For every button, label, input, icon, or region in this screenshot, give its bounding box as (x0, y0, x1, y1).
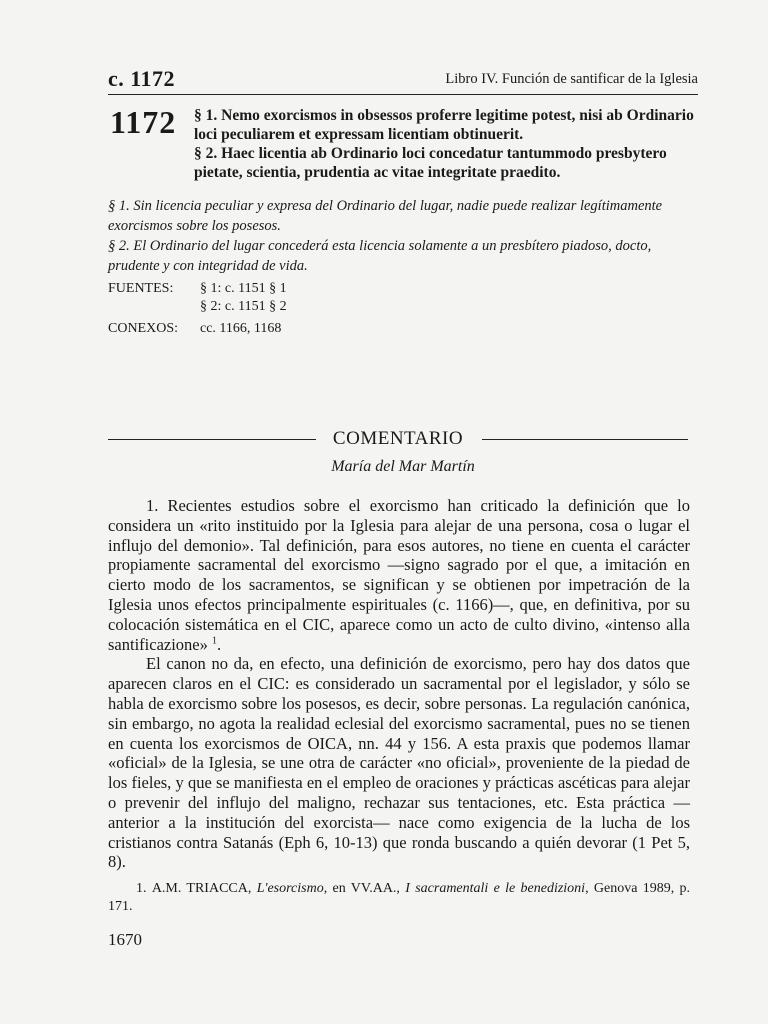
conexos-row (108, 320, 698, 338)
commentary-body (108, 496, 690, 872)
header-section-title: Libro IV. Función de santificar de la Iglesia (445, 71, 698, 87)
footnote-ref: 1 (212, 635, 217, 647)
page-number: 1670 (108, 930, 142, 949)
fuentes-value-2: § 2: c. 1151 § 2 (200, 299, 287, 314)
heading-rule-right (482, 439, 688, 440)
fuentes-values (200, 280, 287, 316)
footnote-author: A.M. TRIACCA, (151, 881, 252, 896)
fuentes-value-1: § 1: c. 1151 § 1 (200, 281, 287, 296)
translation-paragraph-1: § 1. Sin licencia peculiar y expresa del Ordinario del lugar, nadie puede realizar legítimamente exorcismos sobre los posesos. (108, 198, 663, 234)
commentary-title: COMENTARIO (332, 428, 464, 449)
canon-translation (108, 196, 698, 276)
running-header (108, 66, 698, 95)
canon-paragraph-1: § 1. Nemo exorcismos in obsessos proferre legitime potest, nisi ab Ordinario loci peculiarem et expressam licentiam obtinuerit. (194, 107, 694, 143)
header-canon-ref: c. 1172 (108, 66, 176, 91)
footnote-1 (108, 880, 690, 916)
footnote-title-1: L'esorcismo (256, 881, 324, 896)
fuentes-row (108, 280, 698, 316)
footnote-title-2: I sacramentali e le benedizioni (405, 881, 586, 896)
footnote-tail: , Genova 1989, p. 171. (108, 881, 691, 914)
fuentes-label: FUENTES: (108, 281, 174, 296)
canon-latin (194, 106, 699, 182)
commentary-paragraph-2: El canon no da, en efecto, una definición de exorcismo, pero hay dos datos que aparecen claros en el CIC: es considerado un sacramental por el legislador, y sólo se habla de exorcismo sobre los posesos, es decir, sobre personas. La regulación canónica, sin embargo, no agota la realidad eclesial del exorcismo sacramental, pues no se tienen en cuenta los exorcismos de OICA, nn. 44 y 156. A esta praxis que podemos llamar «oficial» de la Iglesia, se une otra de carácter «no oficial», proveniente de la piedad de los fieles, y que se manifiesta en el empleo de oraciones y prácticas ascéticas para alejar o prevenir del influjo del maligno, rechazar sus tentaciones, etc. Esta práctica —anterior a la institución del exorcista— nace como exigencia de la lucha de los cristianos contra Satanás (Eph 6, 10-13) que ronda buscando a quién devorar (1 Pet 5, 8). (108, 654, 690, 872)
commentary-paragraph-1: 1. Recientes estudios sobre el exorcismo han criticado la definición que lo considera un «rito instituido por la Iglesia para alejar de una persona, cosa o lugar el influjo del demonio». Tal definición, para esos autores, no tiene en cuenta el carácter propiamente sacramental del exorcismo —signo sagrado por el que, a imitación en cierto modo de los sacramentos, se significan y se obtienen por impetración de la Iglesia unos efectos principalmente espirituales (c. 1166)—, que, en definitiva, por su colocación sistemática en el CIC, aparece como un acto de culto divino, «intenso alla santificazione» $^1$. (108, 496, 690, 654)
canon-paragraph-2: § 2. Haec licentia ab Ordinario loci concedatur tantummodo presbytero pietate, scientia, prudentia ac vitae integritate praedito. (194, 145, 667, 181)
footnote (108, 880, 690, 916)
footnote-number: 1. (136, 881, 147, 896)
conexos-value: cc. 1166, 1168 (200, 321, 282, 336)
references-block (108, 280, 698, 338)
canon-number: 1172 (110, 104, 177, 140)
paragraph-1-text: 1. Recientes estudios sobre el exorcismo han criticado la definición que lo considera un «rito instituido por la Iglesia para alejar de una persona, cosa o lugar el influjo del demonio». Tal definición, para esos autores, no tiene en cuenta el carácter propiamente sacramental del exorcismo —signo sagrado por el que, a imitación en cierto modo de los sacramentos, se significan y se obtienen por impetración de la Iglesia unos efectos principalmente espirituales (c. 1166)—, que, en definitiva, por su colocación sistemática en el CIC, aparece como un acto de culto divino, «intenso alla santificazione» (108, 496, 690, 654)
commentary-heading (108, 428, 688, 450)
conexos-label: CONEXOS: (108, 321, 179, 336)
commentary-author: María del Mar Martín (331, 458, 475, 475)
footnote-mid: , en VV.AA., (323, 881, 400, 896)
translation-paragraph-2: § 2. El Ordinario del lugar concederá esta licencia solamente a un presbítero piadoso, docto, prudente y con integridad de vida. (108, 238, 652, 274)
